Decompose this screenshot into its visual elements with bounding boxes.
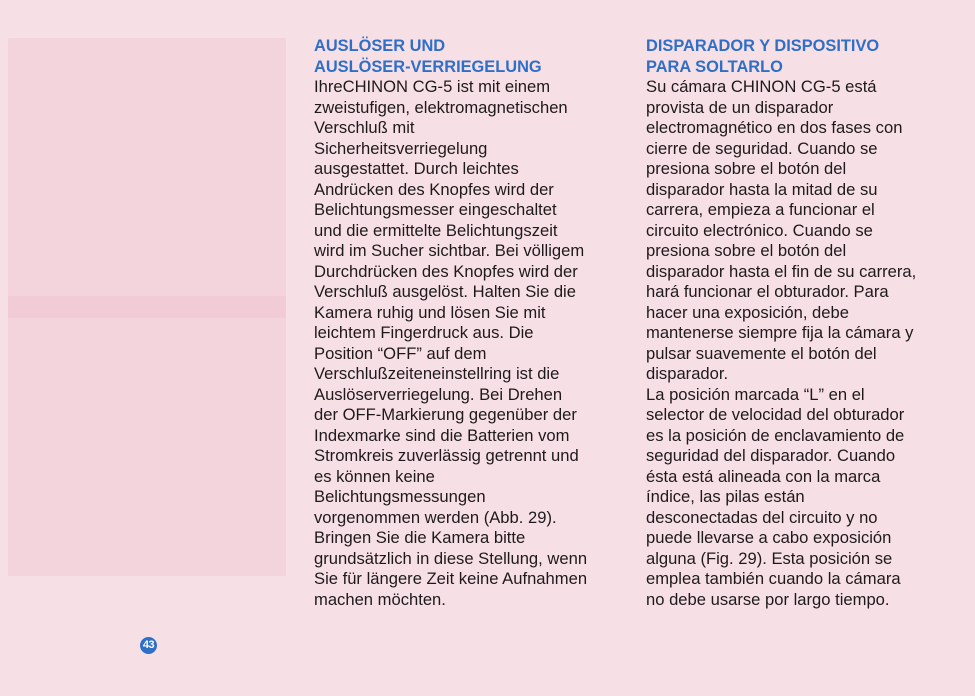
body-text-line: hacer una exposición, debe — [646, 302, 849, 322]
body-text-line: puede llevarse a cabo exposición — [646, 528, 892, 547]
body-text-line: IhreCHINON CG-5 ist mit einem — [314, 77, 551, 96]
body-text-line: no debe usarse por largo tiempo. — [646, 589, 890, 609]
body-text-line: disparador. — [646, 364, 729, 383]
body-text-line: grundsätzlich in diese Stellung, wenn — [314, 548, 588, 568]
body-text-line: disparador hasta el fin de su carrera, — [646, 261, 917, 281]
body-text-line: disparador hasta la mitad de su — [646, 179, 878, 199]
body-text-line: Belichtungsmessungen — [314, 487, 486, 506]
page-number-badge: 43 — [140, 637, 157, 654]
body-text-line: machen möchten. — [314, 589, 446, 609]
body-text-line: ausgestattet. Durch leichtes — [314, 159, 519, 178]
body-text-line: alguna (Fig. 29). Esta posición se — [646, 548, 893, 568]
spanish-body — [646, 77, 966, 610]
body-text-line: electromagnético en dos fases con — [646, 118, 903, 137]
body-text-line: Belichtungsmesser eingeschaltet — [314, 200, 557, 219]
body-text-line: zweistufigen, elektromagnetischen — [314, 97, 568, 117]
body-text-line: hará funcionar el obturador. Para — [646, 282, 889, 301]
body-text-line: es können keine — [314, 466, 435, 486]
body-text-line: Sicherheitsverriegelung — [314, 138, 488, 158]
body-text-line: Su cámara CHINON CG-5 está — [646, 77, 877, 96]
body-text-line: Andrücken des Knopfes wird der — [314, 179, 554, 199]
spanish-heading-line: DISPARADOR Y DISPOSITIVO — [646, 37, 880, 55]
body-text-line: circuito electrónico. Cuando se — [646, 220, 873, 240]
body-text-line: leichtem Fingerdruck aus. Die — [314, 323, 534, 342]
show-through-band — [8, 296, 286, 318]
body-text-line: Bringen Sie die Kamera bitte — [314, 528, 526, 547]
body-text-line: pulsar suavemente el botón del — [646, 343, 877, 363]
body-text-line: Verschluß ausgelöst. Halten Sie die — [314, 282, 576, 301]
body-text-line: mantenerse siempre fija la cámara y — [646, 323, 914, 342]
body-text-line: provista de un disparador — [646, 97, 834, 117]
body-text-line: es la posición de enclavamiento de — [646, 425, 905, 445]
german-heading-line: AUSLÖSER-VERRIEGELUNG — [314, 57, 542, 76]
spanish-column — [646, 36, 966, 610]
german-body — [314, 77, 636, 610]
body-text-line: vorgenommen werden (Abb. 29). — [314, 507, 557, 527]
body-text-line: der OFF-Markierung gegenüber der — [314, 405, 577, 424]
body-text-line: presiona sobre el botón del — [646, 159, 847, 178]
body-text-line: wird im Sucher sichtbar. Bei völligem — [314, 241, 585, 260]
body-text-line: cierre de seguridad. Cuando se — [646, 138, 878, 158]
body-text-line: carrera, empieza a funcionar el — [646, 200, 875, 219]
body-text-line: Stromkreis zuverlässig getrennt und — [314, 446, 579, 465]
body-text-line: La posición marcada “L” en el — [646, 384, 865, 404]
body-text-line: seguridad del disparador. Cuando — [646, 446, 896, 465]
body-text-line: presiona sobre el botón del — [646, 241, 847, 260]
body-text-line: Position “OFF” auf dem — [314, 343, 487, 363]
german-column — [314, 36, 636, 610]
body-text-line: desconectadas del circuito y no — [646, 507, 878, 527]
spanish-heading — [646, 36, 966, 77]
body-text-line: Indexmarke sind die Batterien vom — [314, 425, 570, 445]
body-text-line: ésta está alineada con la marca — [646, 466, 881, 486]
body-text-line: Sie für längere Zeit keine Aufnahmen — [314, 569, 588, 588]
body-text-line: Kamera ruhig und lösen Sie mit — [314, 302, 546, 322]
body-text-line: Durchdrücken des Knopfes wird der — [314, 261, 578, 281]
body-text-line: und die ermittelte Belichtungszeit — [314, 220, 558, 240]
german-heading — [314, 36, 636, 77]
body-text-line: Verschluß mit — [314, 118, 415, 137]
spanish-heading-line: PARA SOLTARLO — [646, 57, 783, 76]
body-text-line: emplea también cuando la cámara — [646, 569, 901, 588]
german-heading-line: AUSLÖSER UND — [314, 37, 446, 55]
body-text-line: índice, las pilas están — [646, 487, 805, 506]
body-text-line: Auslöserverriegelung. Bei Drehen — [314, 384, 563, 404]
body-text-line: selector de velocidad del obturador — [646, 405, 905, 424]
body-text-line: Verschlußzeiteneinstellring ist die — [314, 364, 560, 383]
